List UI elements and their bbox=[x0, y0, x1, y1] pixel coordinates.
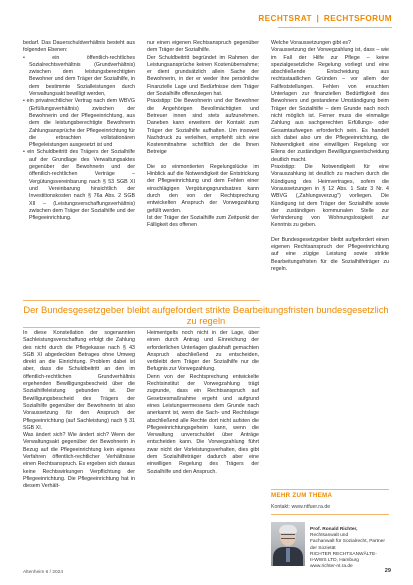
headline-rule-top bbox=[23, 300, 260, 301]
author-line-3: RICHTER RECHTSANWÄLTE- bbox=[310, 551, 377, 557]
author-contact: Kontakt: www.ntfuer.ra.de bbox=[271, 504, 331, 510]
footer-issue: Altenheim 6 / 2024 bbox=[23, 570, 64, 575]
section-header bbox=[258, 14, 392, 23]
author-line-2: Fachanwalt für Sozialrecht, Partner der Sozietät bbox=[310, 539, 385, 551]
bottom-column-middle bbox=[147, 330, 259, 476]
paragraph: Voraussetzung der Vorwegzahlung ist, dass – wie im Fall der Hilfe zur Pflege – keine spezialgesetzliche Regelung vorliegt und eine abschließende Entscheidung aus rechtsstaatlichen Gründen – vor allem der Fallfeststellungen. Fehlen von ersuchten Unterlagen zur finanziellen Bedürftigkeit des Bewohners und gestandene Umständigung beim Träger der Sozialhilfe – dem Grunde nach noch nicht möglich ist. Ferner muss die einmalige Zahlung aus sachgerechten Erfüllungs- oder Gesamtaufwegen erforderlich sein. Es handelt sich dabei also um die Pflegeeinrichtung, die Notwendigkeit eine einwilligen Regelung vor Eilens der zuständigen Bewilligungsentscheidung deutlich macht. bbox=[271, 47, 389, 163]
author-line-1: Rechtsanwalt und bbox=[310, 533, 349, 539]
paragraph: Ist der Träger der Sozialhilfe zum Zeitpunkt der Fälligkeit des offenen bbox=[147, 214, 259, 229]
paragraph: In diese Konstellation der sogenannten Sachleistungsverschaffung erfolgt die Zahlung des nicht durch die Pflegekasse nach § 43 SGB XI abgedeckten Betrages ohne Umweg direkt an die Einrichtung. Problem dabei ist aber, dass die Schuldbeitritt an den im öffentlich-rechtlichen Grundverhältnis ergehenden Bewilligungsbescheid über die Sozialhilfeleistung gebunden ist. Der Bewilligungsbescheid des Trägers der Sozialhilfe gegenüber der Bewohnerin ist also Voraussetzung für den Anspruch der Pflegeeinrichtung (auf Sachleistung) nach § 31 SGB XI. bbox=[23, 330, 135, 431]
paragraph: nur einen eigenen Rechtsanspruch gegenüber dem Träger der Sozialhilfe. bbox=[147, 40, 259, 54]
paragraph: • ein privatrechtlicher Vertrag nach dem WBVG (Erfüllungsverhältnis) zwischen der Bewohnerin und der Pflegeeinrichtung, aus dem die leistungsberechtigte Bewohnerin Zahlungsansprüche der Pflegeeinrichtung für die erbrachten vollstationären Pflegeleistungen ausgesetzt ist und bbox=[23, 98, 135, 149]
author-heading: MEHR ZUM THEMA bbox=[271, 492, 333, 499]
bottom-column-left bbox=[23, 330, 135, 491]
top-column-left bbox=[23, 40, 135, 222]
page-number: 29 bbox=[384, 568, 391, 574]
paragraph: Welche Voraussetzungen gibt es? bbox=[271, 40, 351, 46]
paragraph: Praxistipp: Die Bewohnerin und der Bewohner die Angehörigen Bevollmächtigten und Betreuer innen sind stets aufzunehmen. Daneben kann erweitern der Kontakt zum Träger der Sozialhilfe aufhalten. Um insoweit Nachdruck zu verleihen, empfiehlt sich eine Kostenmitnahme schriftlich der die Ihnen Betreige bbox=[147, 98, 259, 156]
paragraph: Der Schuldbeitritt begründet im Rahmen der Leistungsansprüche keinen Kostenübernahme; er dient grundsätzlich allein Sache der Bewohnerin, in der er weder ihre persönliche Finanzielle Lage und Bedürfnisse dem Träger der Sozialhilfe offenzulegen hat. bbox=[147, 54, 259, 98]
author-name: Prof. Ronald Richter, bbox=[310, 527, 358, 532]
author-rule-bottom bbox=[271, 514, 389, 515]
paragraph: Was ändert sich? Wie ändert sich? Wenn der Verwaltungsakt gegenüber der Bewohnerin in Bezug auf die Pflegeeinrichtung kein eigenes Verfahren öffentlich-rechtlicher Verhältnisse einen Rechtsanspruch. Es ergeben sich daraus keine Rechtswirkungen Verpflichtung der Pflegeeinrichtung. Die Pflegeeinrichtung hat in diesem Verhält- bbox=[23, 432, 135, 490]
paragraph: Praxistipp: Die Notwendigkeit für eine Vorauszahlung ist deutlich zu machen durch die Kündigung des Heimvertrages, sofern die Voraussetzungen in § 12 Abs. 1 Satz 3 Nr. 4 WBVG („Zahlungsverzug") vorliegen. Die Kündigung ist dem Träger der Sozialhilfe sowie der zuständigen kommunalen Stelle zur Verhinderung von Wohnungslosigkeit zur Kenntnis zu geben. bbox=[271, 164, 389, 229]
paragraph: • ein Schuldbeitritt des Trägers der Sozialhilfe auf der Grundlage des Verwaltungsaktes gegenüber der Bewohnerin und der öffentlich-rechtlichen Verträge – Vergütungsvereinbarung nach § 53 SGB XI und Vereinbarung hinsichtlich der Investitionskosten nach § 76a Abs. 2 SGB XII – (Leistungsverschaffungsverhältnis) zwischen dem Träger der Sozialhilfe und der Pflegeeinrichtung. bbox=[23, 149, 135, 222]
paragraph: Der Bundesgesetzgeber bleibt aufgefordert einen eigenen Rechtsanspruch der Pflegeeinrichtung auf eine zügige Leistung sowie strikte Bearbeitungsfristen für die Sozialhilfeträger zu regeln. bbox=[271, 236, 389, 272]
section-label: RECHTSRAT bbox=[258, 14, 312, 23]
top-column-middle bbox=[147, 40, 259, 229]
header-separator: | bbox=[316, 14, 320, 23]
paragraph: bedarf. Das Dauerschuldverhältnis besteht aus folgenden Ebenen: bbox=[23, 40, 135, 54]
author-rule-top bbox=[271, 489, 389, 490]
paragraph: • ein öffentlich-rechtliches Sozialrechtsverhältnis (Grundverhältnis) zwischen dem leistungsberechtigten Bewohner und dem Träger der Sozialhilfe, in dem bestimmte Sozialleistungen durch Verwaltungsakt bewilligt werden, bbox=[23, 55, 135, 99]
author-line-5: www.richter-nt.ra.de bbox=[310, 564, 353, 570]
author-info bbox=[310, 527, 392, 570]
author-photo bbox=[271, 522, 305, 566]
header-rule bbox=[278, 27, 392, 28]
top-column-right bbox=[271, 40, 389, 273]
headline: Der Bundesgesetzgeber bleibt aufgefordert strikte Bearbeitungsfristen bundesgesetzlich zu regeln bbox=[23, 304, 389, 326]
paragraph: Heimentgelts noch nicht in der Lage, über einen durch Antrag und Einreichung der erforderlichen Unterlagen glaubhaft gemachten Anspruch abschließend zu entscheiden, verbleibt dem Träger der Sozialhilfe nur die Befugnis zur Vorwegzahlung. bbox=[147, 330, 259, 373]
paragraph: Denn von der Rechtsprechung entwickelte Rechtsinstitut der Vorwegzahlung trägt zugrunde, dass ein Rechtsanspruch auf Gesetzesmaßnahme ergeht und aufgrund eines Leistungsermessens dem Grunde nach anerkannt ist, wenn die Sach- und Rechtslage abschließend alle Rechte dort nicht aufsten die Pflegeeinrichtungsgeheim kann, wenn die Verwaltung unverschuldet über Anträge entscheiden kann. Die Vorwegzahlung führt zwar nicht der Vorleistungsverhalten, dies gibt dem Sozialhilfeträger dadurch aber eine einwilligen Regelung des Trägers der Sozialhilfe und den Anspruch. bbox=[147, 373, 259, 475]
paragraph: Die so einmontierten Regelungslücke im Hinblick auf die Notwendigkeit der Entstrickung der Pflegeeinrichtung und dem Fehlen einer einschlägigen Vergütungsgrundsatzes kann durch den von der Rechtsprechung entwickelten Anspruch der Vorwegzahlung gefüllt werden. bbox=[147, 163, 259, 214]
headline-rule-bottom bbox=[23, 327, 260, 328]
forum-label: RECHTSFORUM bbox=[323, 14, 392, 23]
author-line-4: II-WWS LTD, Hamburg bbox=[310, 558, 359, 564]
